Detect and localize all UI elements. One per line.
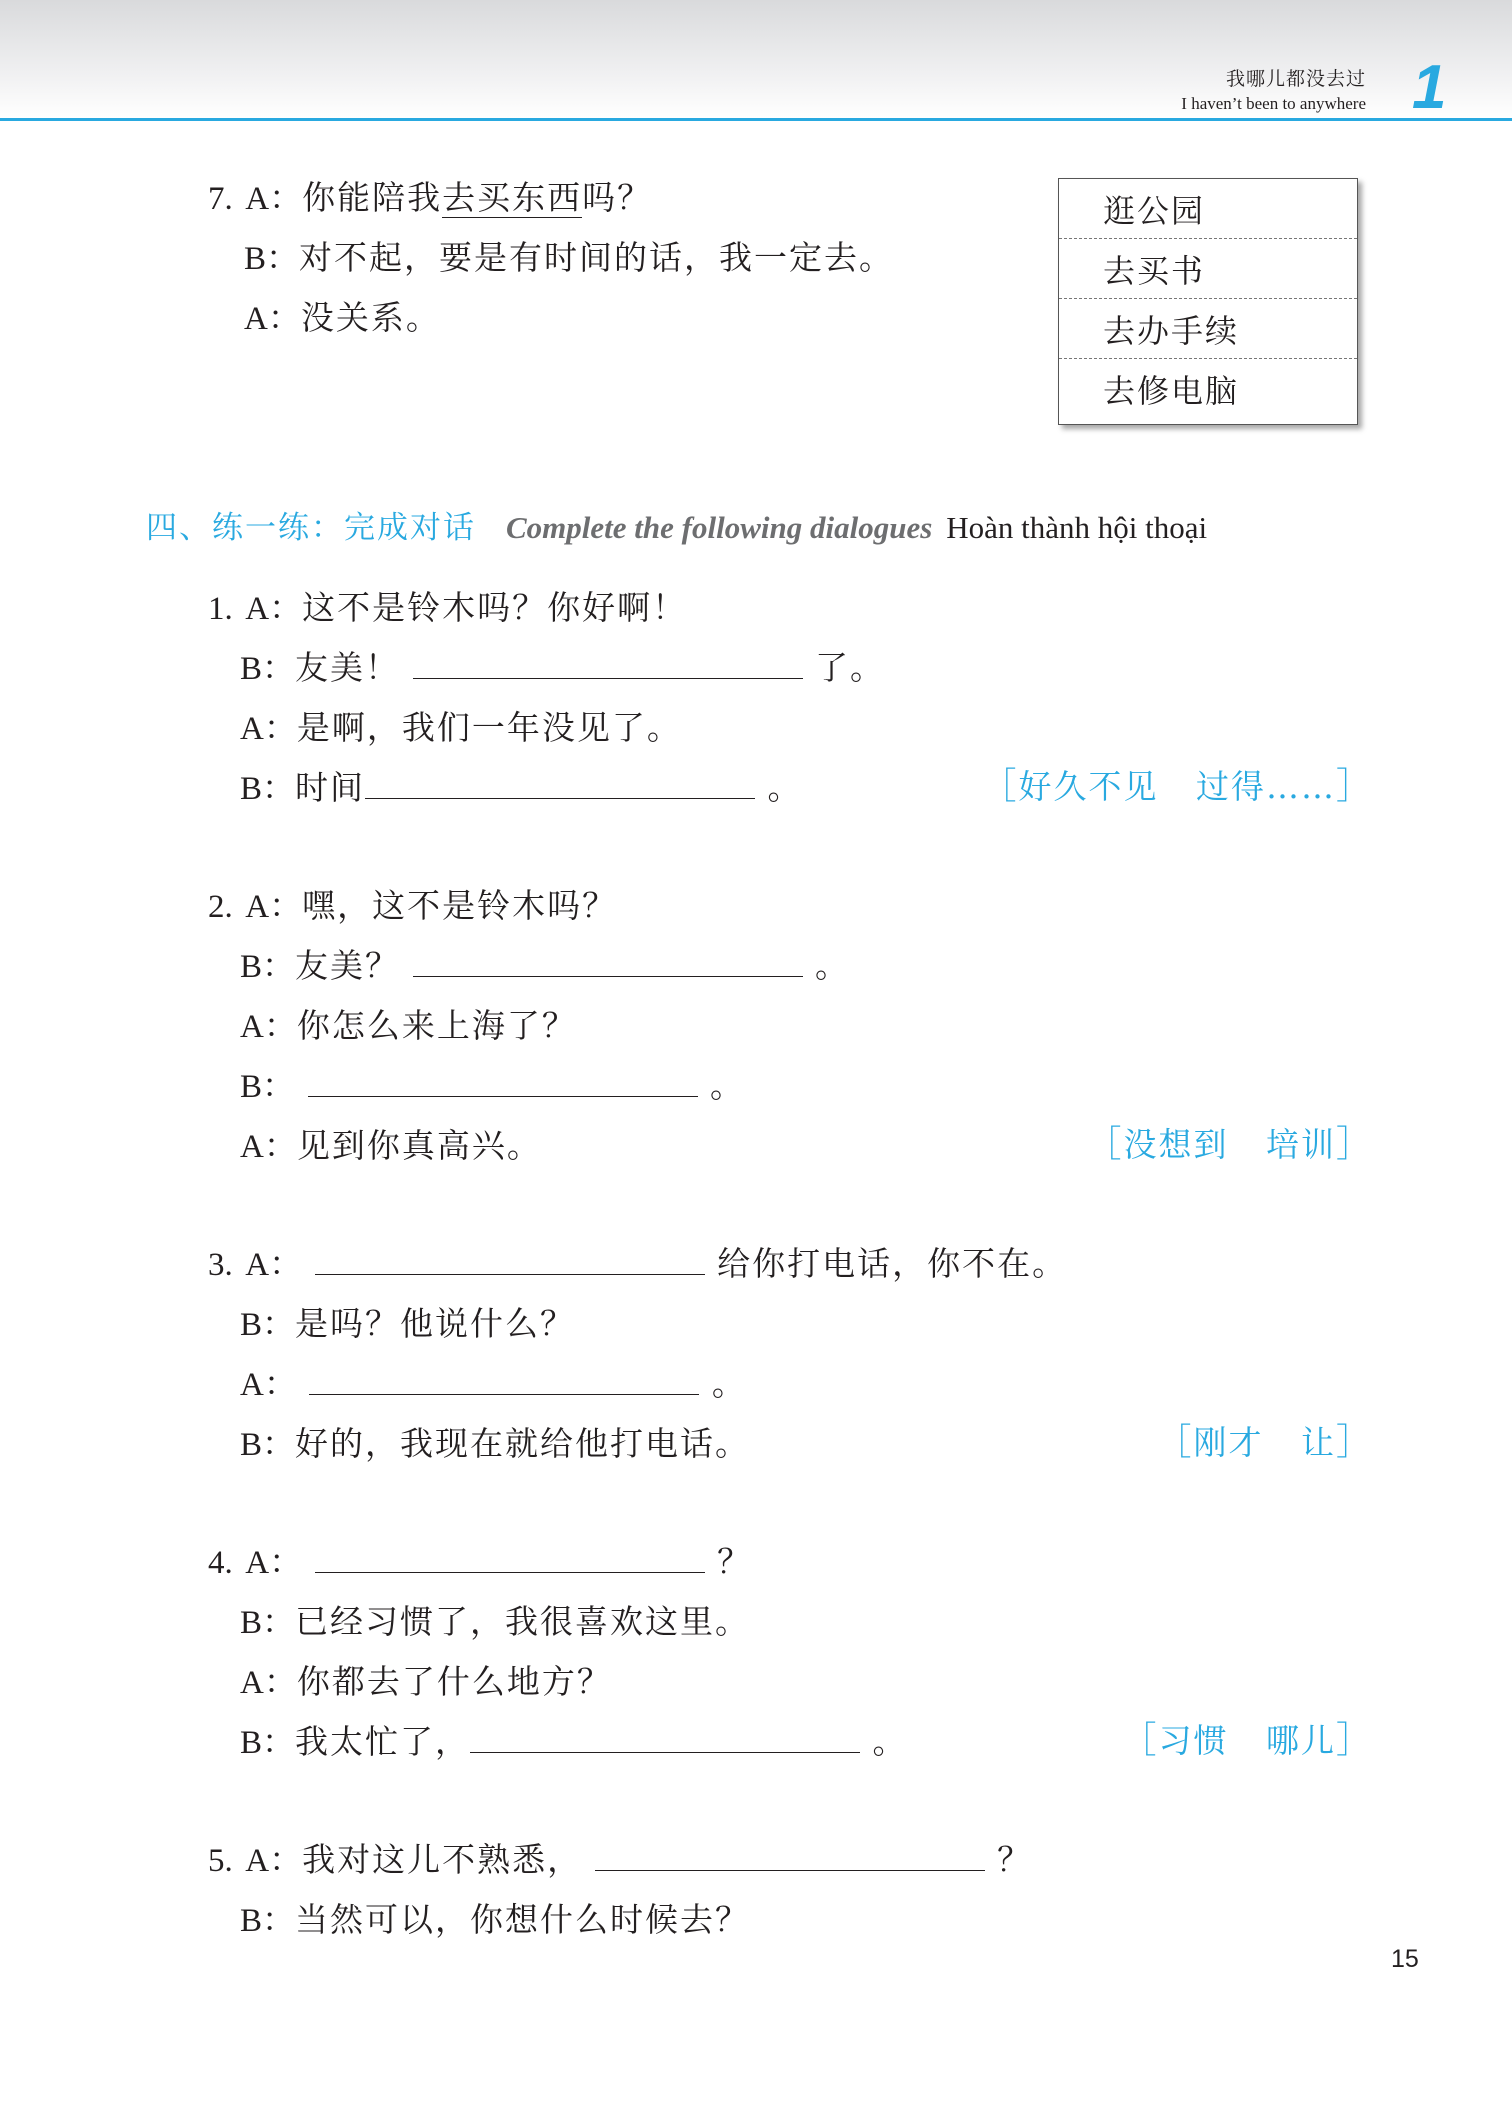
text: 时间 <box>295 768 366 807</box>
answer-blank[interactable] <box>365 768 755 799</box>
bracket-close: ］ <box>1335 1124 1374 1164</box>
speaker-label: B： <box>240 1605 296 1641</box>
page-number: 15 <box>1391 1945 1419 1973</box>
speaker-label: B： <box>240 1307 296 1343</box>
d1-line-4 <box>240 768 803 809</box>
text: 已经习惯了，我很喜欢这里。 <box>295 1602 751 1641</box>
option-item: 逛公园 <box>1059 179 1357 239</box>
d4-line-2 <box>240 1602 750 1643</box>
text: 好的，我现在就给他打电话。 <box>295 1424 751 1463</box>
speaker-label: B： <box>240 651 296 687</box>
section-heading <box>146 508 1207 548</box>
d3-line-1 <box>208 1244 1067 1285</box>
answer-blank[interactable] <box>315 1542 705 1573</box>
underlined-phrase: 去买东西 <box>442 178 583 217</box>
text: 没关系。 <box>300 298 441 337</box>
d1-word-hint <box>980 766 1374 807</box>
text: 我对这儿不熟悉， <box>302 1840 583 1879</box>
hint-word: 习惯 <box>1158 1721 1229 1760</box>
d4-word-hint <box>1120 1720 1374 1761</box>
bracket-open: ［ <box>1120 1720 1159 1760</box>
item-number: 1. <box>208 591 233 627</box>
text: 给你打电话，你不在。 <box>717 1244 1068 1283</box>
hint-word: 哪儿 <box>1265 1721 1336 1760</box>
answer-blank[interactable] <box>413 946 803 977</box>
option-item: 去买书 <box>1059 239 1357 299</box>
answer-blank[interactable] <box>309 1364 699 1395</box>
text: 。 <box>710 1066 746 1105</box>
text: 友美？ <box>295 946 401 985</box>
d5-line-2 <box>240 1900 750 1941</box>
ex7-line-3 <box>244 298 441 339</box>
text: 了。 <box>815 648 886 687</box>
text: 是吗？他说什么？ <box>295 1304 576 1343</box>
answer-blank[interactable] <box>595 1840 985 1871</box>
bracket-open: ［ <box>1155 1422 1194 1462</box>
option-item: 去修电脑 <box>1103 372 1240 410</box>
speaker-label: A： <box>244 301 301 337</box>
bracket-close: ］ <box>1335 1720 1374 1760</box>
section-title-vi: Hoàn thành hội thoại <box>946 510 1208 545</box>
text: 。 <box>815 946 851 985</box>
d3-line-4 <box>240 1424 750 1465</box>
text: 这不是铃木吗？你好啊！ <box>302 588 688 627</box>
ex7-line-1 <box>208 178 652 219</box>
text: 你能陪我 <box>302 178 443 217</box>
d1-line-1 <box>208 588 687 629</box>
d3-line-2 <box>240 1304 575 1345</box>
speaker-label: B： <box>240 1725 296 1761</box>
speaker-label: B： <box>240 1427 296 1463</box>
text: 是啊，我们一年没见了。 <box>296 708 682 747</box>
speaker-label: B： <box>240 1903 296 1939</box>
bracket-open: ［ <box>980 766 1019 806</box>
hint-word: 没想到 <box>1123 1125 1229 1164</box>
speaker-label: A： <box>245 591 303 627</box>
speaker-label: A： <box>245 1545 303 1581</box>
d2-line-5 <box>240 1126 542 1167</box>
text: 嘿，这不是铃木吗？ <box>302 886 618 925</box>
speaker-label: B： <box>240 1069 296 1105</box>
text: ？ <box>717 1542 753 1581</box>
text: 。 <box>711 1364 747 1403</box>
text: 友美！ <box>295 648 401 687</box>
section-title-en: Complete the following dialogues <box>506 510 933 545</box>
text: 见到你真高兴。 <box>296 1126 542 1165</box>
hint-word: 培训 <box>1265 1125 1336 1164</box>
bracket-close: ］ <box>1335 1422 1374 1462</box>
answer-blank[interactable] <box>413 648 803 679</box>
text: 你都去了什么地方？ <box>296 1662 612 1701</box>
d4-line-3 <box>240 1662 612 1703</box>
speaker-label: A： <box>240 1129 297 1165</box>
speaker-label: A： <box>240 1009 297 1045</box>
speaker-label: B： <box>244 241 300 277</box>
speaker-label: B： <box>240 771 296 807</box>
header-title-en: I haven’t been to anywhere <box>1181 94 1366 113</box>
hint-word: 过得…… <box>1195 767 1336 806</box>
text: 。 <box>872 1722 908 1761</box>
option-item: 去办手续 <box>1059 299 1357 359</box>
item-number: 2. <box>208 889 233 925</box>
d2-line-2 <box>240 946 850 987</box>
text: 你怎么来上海了？ <box>296 1006 577 1045</box>
d3-line-3 <box>240 1364 747 1405</box>
speaker-label: A： <box>240 1367 297 1403</box>
speaker-label: A： <box>245 889 303 925</box>
substitution-options-box <box>1058 178 1358 425</box>
answer-blank[interactable] <box>308 1066 698 1097</box>
text: 。 <box>767 768 803 807</box>
speaker-label: B： <box>240 949 296 985</box>
answer-blank[interactable] <box>315 1244 705 1275</box>
bracket-close: ］ <box>1335 766 1374 806</box>
header-title-cn: 我哪儿都没去过 <box>1225 68 1366 90</box>
text: ？ <box>997 1840 1033 1879</box>
hint-word: 好久不见 <box>1018 767 1159 806</box>
text: 对不起，要是有时间的话，我一定去。 <box>299 238 895 277</box>
text: 我太忙了， <box>295 1722 471 1761</box>
text: 当然可以，你想什么时候去？ <box>295 1900 751 1939</box>
item-number: 4. <box>208 1545 233 1581</box>
speaker-label: A： <box>245 181 303 217</box>
text: 吗？ <box>582 178 653 217</box>
speaker-label: A： <box>245 1843 303 1879</box>
d4-line-4 <box>240 1722 908 1763</box>
d1-line-3 <box>240 708 682 749</box>
item-number: 7. <box>208 181 233 217</box>
d2-line-4 <box>240 1066 745 1107</box>
item-number: 5. <box>208 1843 233 1879</box>
hint-word: 刚才 <box>1193 1423 1264 1462</box>
d1-line-2 <box>240 648 885 689</box>
bracket-open: ［ <box>1085 1124 1124 1164</box>
speaker-label: A： <box>245 1247 303 1283</box>
d3-word-hint <box>1155 1422 1374 1463</box>
chapter-number: 1 <box>1412 53 1447 122</box>
ex7-line-2 <box>244 238 894 279</box>
d2-word-hint <box>1085 1124 1374 1165</box>
answer-blank[interactable] <box>470 1722 860 1753</box>
d5-line-1 <box>208 1840 1032 1881</box>
speaker-label: A： <box>240 711 297 747</box>
item-number: 3. <box>208 1247 233 1283</box>
hint-word: 让 <box>1300 1423 1336 1462</box>
d2-line-1 <box>208 886 617 927</box>
header-rule <box>0 118 1512 121</box>
section-title-cn: 四、练一练：完成对话 <box>146 510 476 546</box>
d2-line-3 <box>240 1006 577 1047</box>
speaker-label: A： <box>240 1665 297 1701</box>
d4-line-1 <box>208 1542 752 1583</box>
